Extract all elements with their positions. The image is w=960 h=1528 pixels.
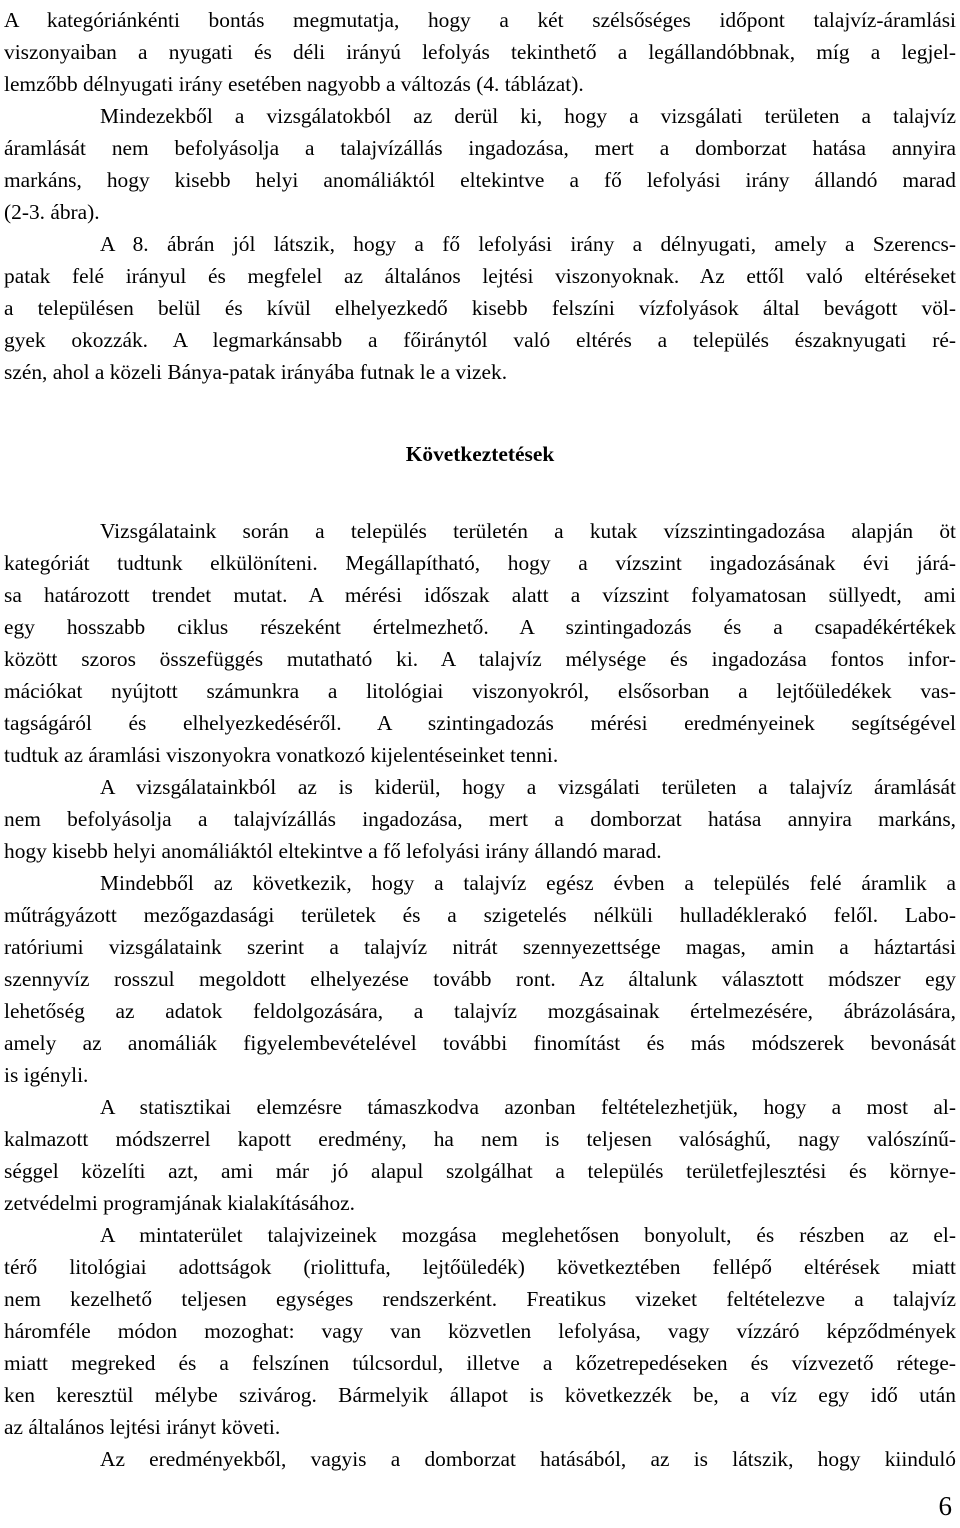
- paragraph-line: áramlását nem befolyásolja a talajvízállás ingadozása, mert a domborzat hatása annyira: [4, 136, 956, 160]
- paragraph-line: a településen belül és kívül elhelyezkedő kisebb felszíni vízfolyások által bevágott völ-: [4, 296, 956, 320]
- paragraph-line: amely az anomáliák figyelembevételével további finomítást és más módszerek bevonását: [4, 1031, 956, 1055]
- paragraph-line: tagságáról és elhelyezkedéséről. A szintingadozás mérési eredményeinek segítségével: [4, 711, 956, 735]
- section-heading: Következtetések: [405, 442, 555, 466]
- paragraph-line: A statisztikai elemzésre támaszkodva azonban feltételezhetjük, hogy a most al-: [100, 1095, 956, 1119]
- paragraph-line: viszonyaiban a nyugati és déli irányú lefolyás tekinthető a legállandóbbnak, míg a legjel-: [4, 40, 956, 64]
- paragraph-line: Mindebből az következik, hogy a talajvíz egész évben a település felé áramlik a: [100, 871, 956, 895]
- paragraph-line: egy hosszabb ciklus részeként értelmezhető. A szintingadozás és a csapadékértékek: [4, 615, 956, 639]
- paragraph-line: Mindezekből a vizsgálatokból az derül ki, hogy a vizsgálati területen a talajvíz: [100, 104, 956, 128]
- paragraph-line: is igényli.: [4, 1063, 89, 1087]
- paragraph-line: ken keresztül mélybe szivárog. Bármelyik állapot is következzék be, a víz egy idő után: [4, 1383, 956, 1407]
- paragraph-line: kategóriát tudtunk elkülöníteni. Megállapítható, hogy a vízszint ingadozásának évi járá-: [4, 551, 956, 575]
- paragraph-line: szennyvíz rosszul megoldott elhelyezése tovább ront. Az általunk választott módszer egy: [4, 967, 956, 991]
- page-number: 6: [938, 1491, 952, 1521]
- paragraph-line: markáns, hogy kisebb helyi anomáliáktól eltekintve a fő lefolyási irány állandó marad: [4, 168, 956, 192]
- paragraph-line: háromféle módon mozoghat: vagy van közvetlen lefolyása, vagy vízzáró képződmények: [4, 1319, 956, 1343]
- paragraph-line: lemzőbb délnyugati irány esetében nagyobb a változás (4. táblázat).: [4, 72, 584, 96]
- paragraph-line: sa határozott trendet mutat. A mérési időszak alatt a vízszint folyamatosan süllyedt, ami: [4, 583, 956, 607]
- paragraph-line: A 8. ábrán jól látszik, hogy a fő lefolyási irány a délnyugati, amely a Szerencs-: [100, 232, 956, 256]
- paragraph-line: lehetőség az adatok feldolgozására, a talajvíz mozgásainak értelmezésére, ábrázolására,: [4, 999, 956, 1023]
- paragraph-line: műtrágyázott mezőgazdasági területek és a szigetelés nélküli hulladéklerakó felől. Labo-: [4, 903, 956, 927]
- paragraph-line: (2-3. ábra).: [4, 200, 100, 224]
- document-page: [4, 0, 956, 1528]
- paragraph-line: Vizsgálataink során a település területén a kutak vízszintingadozása alapján öt: [100, 519, 956, 543]
- paragraph-line: nem kezelhető teljesen egységes rendszerként. Freatikus vizeket feltételezve a talajvíz: [4, 1287, 956, 1311]
- paragraph-line: A vizsgálatainkból az is kiderül, hogy a vizsgálati területen a talajvíz áramlását: [100, 775, 956, 799]
- paragraph-line: patak felé irányul és megfelel az általános lejtési viszonyoknak. Az ettől való eltéréseket: [4, 264, 956, 288]
- paragraph-line: az általános lejtési irányt követi.: [4, 1415, 281, 1439]
- paragraph-line: miatt megreked és a felszínen túlcsordul, illetve a kőzetrepedéseken és vízvezető rétege-: [4, 1351, 956, 1375]
- paragraph-line: tudtuk az áramlási viszonyokra vonatkozó kijelentéseinket tenni.: [4, 743, 559, 767]
- paragraph-line: A mintaterület talajvizeinek mozgása meglehetősen bonyolult, és részben az el-: [100, 1223, 956, 1247]
- paragraph-line: ratóriumi vizsgálataink szerint a talajvíz nitrát szennyezettsége magas, amin a háztartási: [4, 935, 956, 959]
- paragraph-line: hogy kisebb helyi anomáliáktól eltekintve a fő lefolyási irány állandó marad.: [4, 839, 662, 863]
- paragraph-line: zetvédelmi programjának kialakításához.: [4, 1191, 356, 1215]
- paragraph-line: kalmazott módszerrel kapott eredmény, ha nem is teljesen valósághű, nagy valószínű-: [4, 1127, 956, 1151]
- paragraph-line: szén, ahol a közeli Bánya-patak irányába futnak le a vizek.: [4, 360, 508, 384]
- paragraph-line: séggel közelíti azt, ami már jó alapul szolgálhat a település területfejlesztési és környe-: [4, 1159, 956, 1183]
- paragraph-line: nem befolyásolja a talajvízállás ingadozása, mert a domborzat hatása annyira markáns,: [4, 807, 956, 831]
- paragraph-line: gyek okozzák. A legmarkánsabb a főiránytól való eltérés a település északnyugati ré-: [4, 328, 956, 352]
- paragraph-line: között szoros összefüggés mutatható ki. A talajvíz mélysége és ingadozása fontos infor-: [4, 647, 956, 671]
- paragraph-line: Az eredményekből, vagyis a domborzat hatásából, az is látszik, hogy kiinduló: [100, 1447, 956, 1471]
- paragraph-line: A kategóriánkénti bontás megmutatja, hogy a két szélsőséges időpont talajvíz-áramlási: [4, 8, 956, 32]
- paragraph-line: térő litológiai adottságok (riolittufa, lejtőüledék) következtében fellépő eltérések miatt: [4, 1255, 956, 1279]
- paragraph-line: mációkat nyújtott számunkra a litológiai viszonyokról, elsősorban a lejtőüledékek vas-: [4, 679, 956, 703]
